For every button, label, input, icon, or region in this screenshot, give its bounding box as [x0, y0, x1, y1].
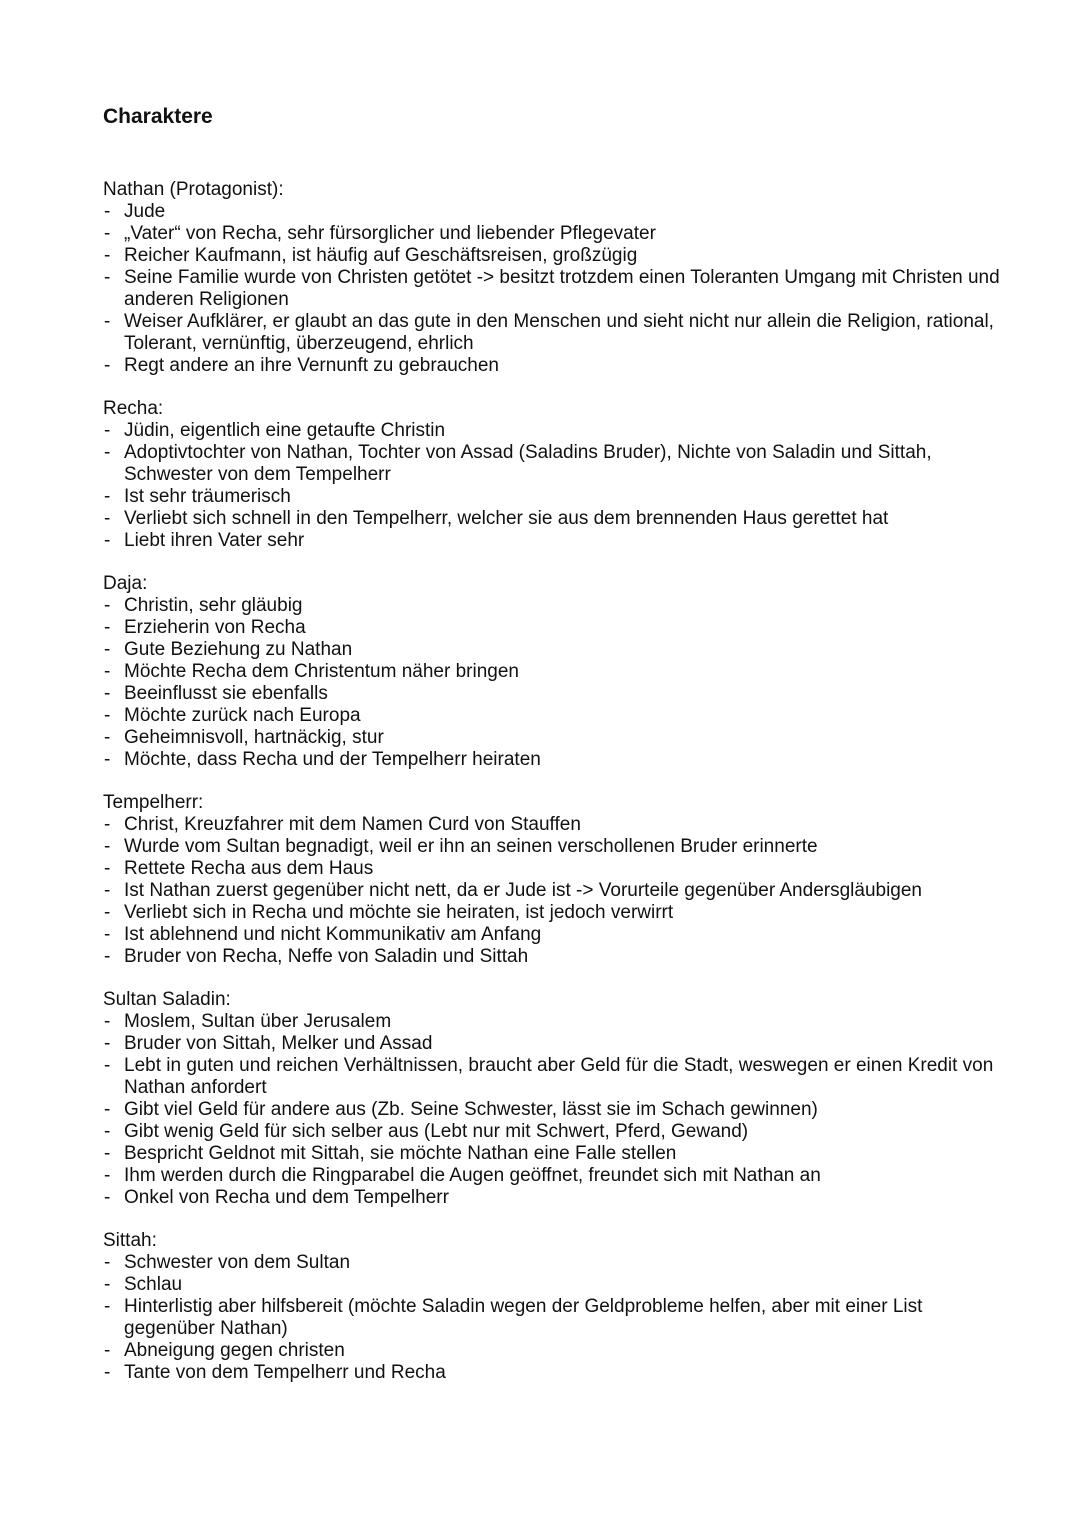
trait-item: - Ist Nathan zuerst gegenüber nicht nett, da er Jude ist -> Vorurteile gegenüber Andersgläubigen: [103, 880, 1003, 902]
trait-item: - Schlau: [103, 1274, 1003, 1296]
trait-item: - Bruder von Sittah, Melker und Assad: [103, 1033, 1003, 1055]
trait-item: - Jüdin, eigentlich eine getaufte Christin: [103, 420, 1003, 442]
trait-item: - Beeinflusst sie ebenfalls: [103, 683, 1003, 705]
trait-list: [103, 1011, 1003, 1209]
trait-item: - Gibt viel Geld für andere aus (Zb. Seine Schwester, lässt sie im Schach gewinnen): [103, 1099, 1003, 1121]
character-heading: Nathan (Protagonist):: [103, 179, 284, 200]
trait-list: [103, 420, 1003, 552]
trait-list: [103, 595, 1003, 771]
trait-item: - Verliebt sich schnell in den Tempelherr, welcher sie aus dem brennenden Haus gerettet hat: [103, 508, 1003, 530]
trait-item: - Jude: [103, 201, 1003, 223]
trait-item: - Verliebt sich in Recha und möchte sie heiraten, ist jedoch verwirrt: [103, 902, 1003, 924]
trait-item: - „Vater“ von Recha, sehr fürsorglicher und liebender Pflegevater: [103, 223, 1003, 245]
trait-list: [103, 1252, 1003, 1384]
trait-item: - Hinterlistig aber hilfsbereit (möchte Saladin wegen der Geldprobleme helfen, aber mit einer List gegenüber Nathan): [103, 1296, 1003, 1340]
character-heading: Recha:: [103, 398, 164, 419]
trait-item: - Möchte zurück nach Europa: [103, 705, 1003, 727]
trait-item: - Erzieherin von Recha: [103, 617, 1003, 639]
trait-item: - Gute Beziehung zu Nathan: [103, 639, 1003, 661]
trait-item: - Abneigung gegen christen: [103, 1340, 1003, 1362]
document-title: Charaktere: [103, 105, 213, 128]
character-heading: Sultan Saladin:: [103, 989, 231, 1010]
trait-item: - Ist sehr träumerisch: [103, 486, 1003, 508]
character-section: [103, 398, 1003, 552]
trait-item: - Ist ablehnend und nicht Kommunikativ am Anfang: [103, 924, 1003, 946]
trait-item: - Rettete Recha aus dem Haus: [103, 858, 1003, 880]
trait-item: - Geheimnisvoll, hartnäckig, stur: [103, 727, 1003, 749]
trait-item: - Christin, sehr gläubig: [103, 595, 1003, 617]
trait-item: - Seine Familie wurde von Christen getötet -> besitzt trotzdem einen Toleranten Umgang mit Christen und anderen Religionen: [103, 267, 1003, 311]
trait-item: - Liebt ihren Vater sehr: [103, 530, 1003, 552]
character-heading: Daja:: [103, 573, 148, 594]
trait-item: - Regt andere an ihre Vernunft zu gebrauchen: [103, 355, 1003, 377]
trait-item: - Ihm werden durch die Ringparabel die Augen geöffnet, freundet sich mit Nathan an: [103, 1165, 1003, 1187]
trait-item: - Onkel von Recha und dem Tempelherr: [103, 1187, 1003, 1209]
trait-item: - Möchte Recha dem Christentum näher bringen: [103, 661, 1003, 683]
trait-item: - Tante von dem Tempelherr und Recha: [103, 1362, 1003, 1384]
trait-item: - Bespricht Geldnot mit Sittah, sie möchte Nathan eine Falle stellen: [103, 1143, 1003, 1165]
trait-item: - Lebt in guten und reichen Verhältnissen, braucht aber Geld für die Stadt, weswegen er einen Kredit von Nathan anfordert: [103, 1055, 1003, 1099]
trait-item: - Reicher Kaufmann, ist häufig auf Geschäftsreisen, großzügig: [103, 245, 1003, 267]
trait-item: - Weiser Aufklärer, er glaubt an das gute in den Menschen und sieht nicht nur allein die Religion, rational, Tolerant, vernünftig, überzeugend, ehrlich: [103, 311, 1003, 355]
character-section: [103, 179, 1003, 377]
trait-list: [103, 201, 1003, 377]
character-section: [103, 573, 1003, 771]
trait-item: - Christ, Kreuzfahrer mit dem Namen Curd von Stauffen: [103, 814, 1003, 836]
character-section: [103, 792, 1003, 968]
trait-item: - Moslem, Sultan über Jerusalem: [103, 1011, 1003, 1033]
document-page: [103, 103, 1003, 1384]
character-section: [103, 1230, 1003, 1384]
character-sections: [103, 179, 1003, 1384]
trait-item: - Adoptivtochter von Nathan, Tochter von Assad (Saladins Bruder), Nichte von Saladin und Sittah, Schwester von dem Tempelherr: [103, 442, 1003, 486]
character-heading: Sittah:: [103, 1230, 157, 1251]
character-section: [103, 989, 1003, 1209]
trait-item: - Schwester von dem Sultan: [103, 1252, 1003, 1274]
trait-item: - Bruder von Recha, Neffe von Saladin und Sittah: [103, 946, 1003, 968]
trait-item: - Möchte, dass Recha und der Tempelherr heiraten: [103, 749, 1003, 771]
trait-item: - Wurde vom Sultan begnadigt, weil er ihn an seinen verschollenen Bruder erinnerte: [103, 836, 1003, 858]
character-heading: Tempelherr:: [103, 792, 204, 813]
trait-list: [103, 814, 1003, 968]
trait-item: - Gibt wenig Geld für sich selber aus (Lebt nur mit Schwert, Pferd, Gewand): [103, 1121, 1003, 1143]
